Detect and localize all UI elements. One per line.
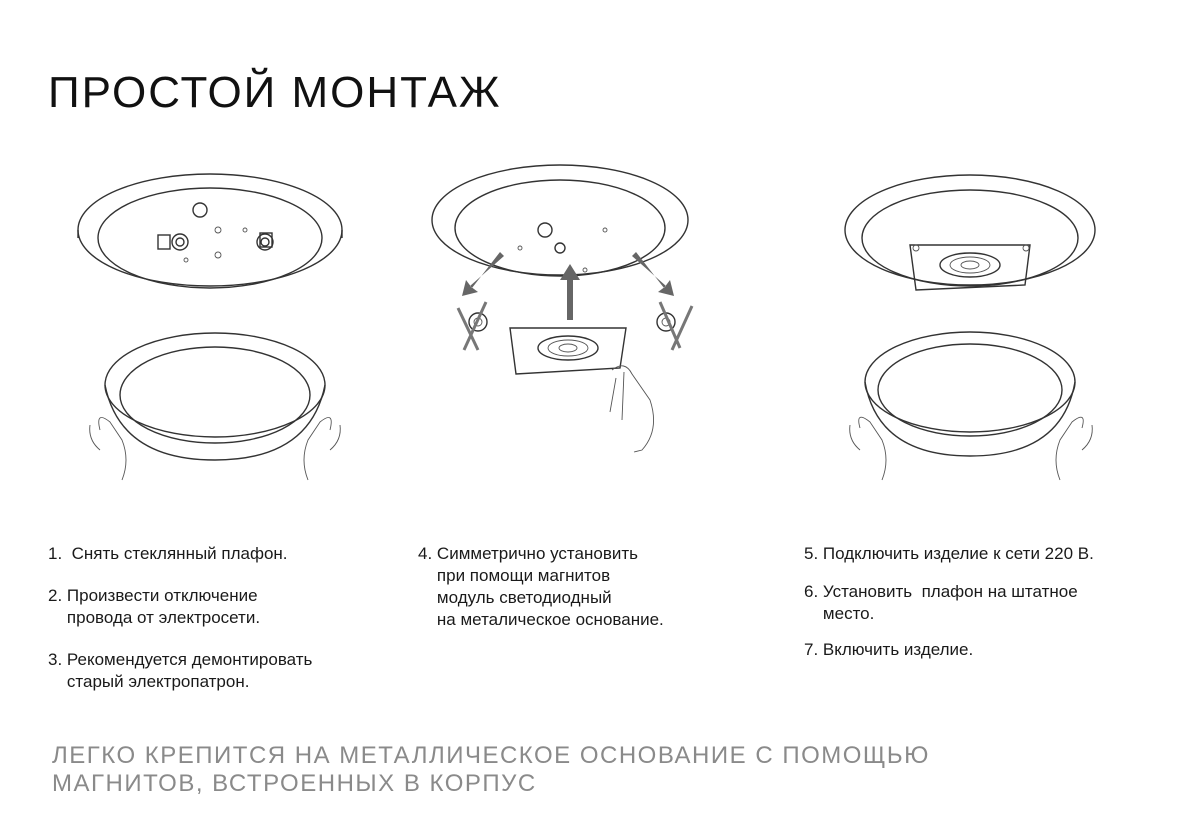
step-number: 4. (418, 544, 433, 563)
step-item (804, 543, 1094, 565)
led-module-install-illustration (420, 160, 720, 500)
panel-3-reinstall-shade (820, 160, 1120, 500)
steps-column-2 (418, 543, 664, 651)
panel-1-remove-shade (60, 160, 360, 500)
step-item (48, 585, 312, 629)
steps-column-1 (48, 543, 312, 713)
step-item (418, 543, 664, 631)
step-item (804, 639, 1094, 661)
panel-2-install-led-module (420, 160, 720, 500)
step-text: Произвести отключение провода от электросети. (66, 586, 261, 627)
cross-icon (458, 302, 486, 350)
lamp-reinstall-illustration (820, 160, 1120, 500)
step-item (804, 581, 1094, 625)
step-number: 1. (48, 544, 63, 563)
step-number: 2. (48, 586, 63, 605)
step-text: Подключить изделие к сети 220 В. (822, 544, 1094, 563)
step-number: 7. (804, 640, 819, 659)
step-text: Снять стеклянный плафон. (71, 544, 288, 563)
arrow-up-icon (560, 264, 580, 320)
footer-note: ЛЕГКО КРЕПИТСЯ НА МЕТАЛЛИЧЕСКОЕ ОСНОВАНИЕ С ПОМОЩЬЮ МАГНИТОВ, ВСТРОЕННЫХ В КОРПУС (52, 742, 930, 797)
step-text: Рекомендуется демонтировать старый электропатрон. (66, 650, 313, 691)
page-title: ПРОСТОЙ МОНТАЖ (48, 68, 502, 117)
step-text: Установить плафон на штатное место. (822, 582, 1078, 623)
step-number: 6. (804, 582, 819, 601)
arrow-right-icon (632, 252, 674, 296)
lamp-removal-illustration (60, 160, 360, 500)
step-item (48, 543, 312, 565)
step-number: 5. (804, 544, 819, 563)
step-item (48, 649, 312, 693)
step-number: 3. (48, 650, 63, 669)
steps-column-3 (804, 543, 1094, 681)
step-text: Включить изделие. (822, 640, 974, 659)
step-text: Симметрично установить при помощи магнитов модуль светодиодный на металическое основание. (436, 544, 664, 629)
